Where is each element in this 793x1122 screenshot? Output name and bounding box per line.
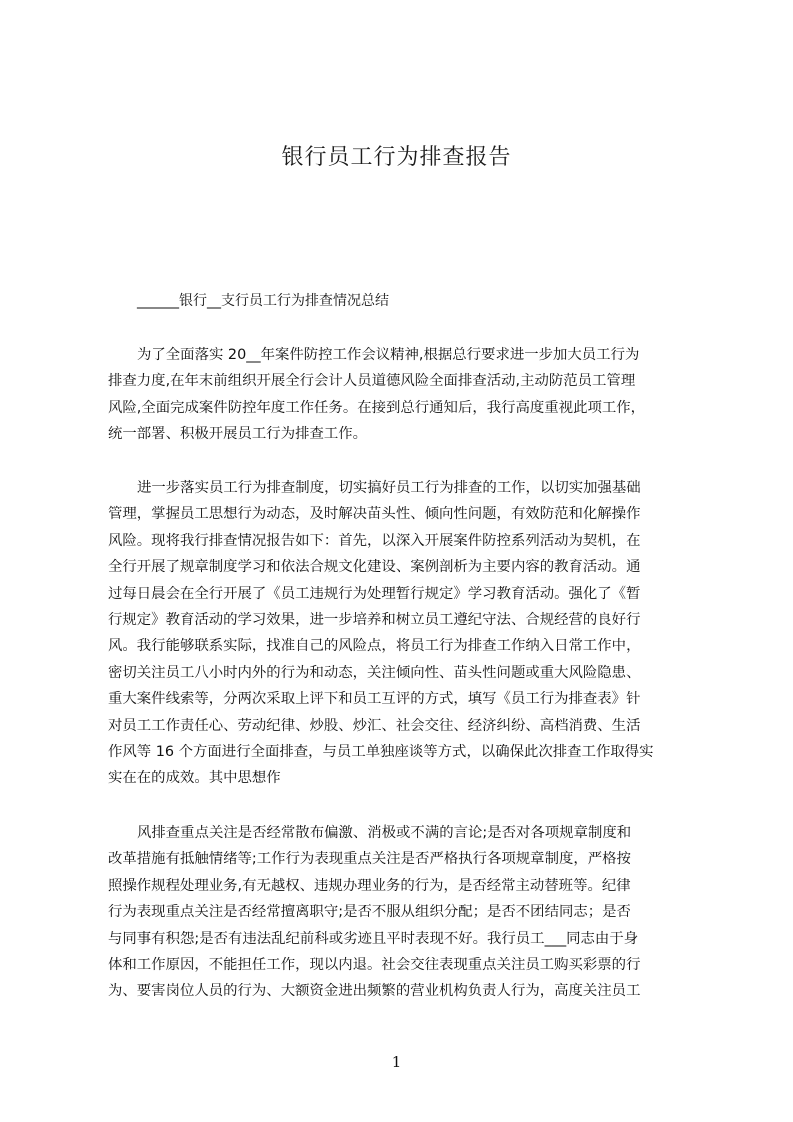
paragraph-line: 风险。现将我行排查情况报告如下：首先，以深入开展案件防控系列活动为契机，在 bbox=[108, 532, 641, 549]
paragraph-line: 过每日晨会在全行开展了《员工违规行为处理暂行规定》学习教育活动。强化了《暂 bbox=[108, 585, 641, 602]
paragraph-1 bbox=[108, 342, 704, 448]
paragraph-line: 为了全面落实 20__年案件防控工作会议精神,根据总行要求进一步加大员工行为 bbox=[137, 347, 640, 363]
paragraph-line: 对员工工作责任心、劳动纪律、炒股、炒汇、社会交往、经济纠纷、高档消费、生活 bbox=[108, 717, 641, 734]
paragraph-3 bbox=[108, 820, 704, 1005]
paragraph-line: 为、要害岗位人员的行为、大额资金进出频繁的营业机构负责人行为，高度关注员工 bbox=[108, 983, 641, 1000]
document-subtitle: ______银行__支行员工行为排查情况总结 bbox=[137, 293, 389, 309]
paragraph-line: 行规定》教育活动的学习效果，进一步培养和树立员工遵纪守法、合规经营的良好行 bbox=[108, 612, 641, 629]
paragraph-line: 风险,全面完成案件防控年度工作任务。在接到总行通知后，我行高度重视此项工作， bbox=[108, 399, 646, 416]
paragraph-line: 实在在的成效。其中思想作 bbox=[108, 770, 281, 787]
paragraph-line: 体和工作原因，不能担任工作，现以内退。社会交往表现重点关注员工购买彩票的行 bbox=[108, 957, 641, 974]
paragraph-2 bbox=[108, 475, 704, 792]
paragraph-line: 风排查重点关注是否经常散布偏激、消极或不满的言论;是否对各项规章制度和 bbox=[137, 825, 632, 841]
paragraph-line: 风。我行能够联系实际，找准自己的风险点，将员工行为排查工作纳入日常工作中， bbox=[108, 638, 641, 655]
document-title: 银行员工行为排查报告 bbox=[281, 145, 512, 170]
paragraph-line: 改革措施有抵触情绪等;工作行为表现重点关注是否严格执行各项规章制度，严格按 bbox=[108, 851, 631, 868]
paragraph-line: 与同事有积怨;是否有违法乱纪前科或劣迹且平时表现不好。我行员工___同志由于身 bbox=[108, 930, 639, 947]
paragraph-line: 全行开展了规章制度学习和依法合规文化建设、案例剖析为主要内容的教育活动。通 bbox=[108, 559, 641, 576]
paragraph-line: 排查力度,在年末前组织开展全行会计人员道德风险全面排查活动,主动防范员工管理 bbox=[108, 373, 636, 390]
paragraph-line: 统一部署、积极开展员工行为排查工作。 bbox=[108, 426, 368, 443]
page-number: 1 bbox=[391, 1053, 402, 1071]
paragraph-line: 照操作规程处理业务,有无越权、违规办理业务的行为，是否经常主动替班等。纪律 bbox=[108, 877, 631, 894]
paragraph-line: 管理，掌握员工思想行为动态，及时解决苗头性、倾向性问题，有效防范和化解操作 bbox=[108, 506, 641, 523]
paragraph-line: 进一步落实员工行为排查制度，切实搞好员工行为排查的工作，以切实加强基础 bbox=[137, 480, 641, 496]
paragraph-line: 密切关注员工八小时内外的行为和动态，关注倾向性、苗头性问题或重大风险隐患、 bbox=[108, 664, 641, 681]
paragraph-line: 作风等 16 个方面进行全面排查，与员工单独座谈等方式，以确保此次排查工作取得实 bbox=[108, 744, 654, 761]
paragraph-line: 重大案件线索等，分两次采取上评下和员工互评的方式，填写《员工行为排查表》针 bbox=[108, 691, 641, 708]
paragraph-line: 行为表现重点关注是否经常擅离职守;是否不服从组织分配；是否不团结同志；是否 bbox=[108, 904, 631, 921]
